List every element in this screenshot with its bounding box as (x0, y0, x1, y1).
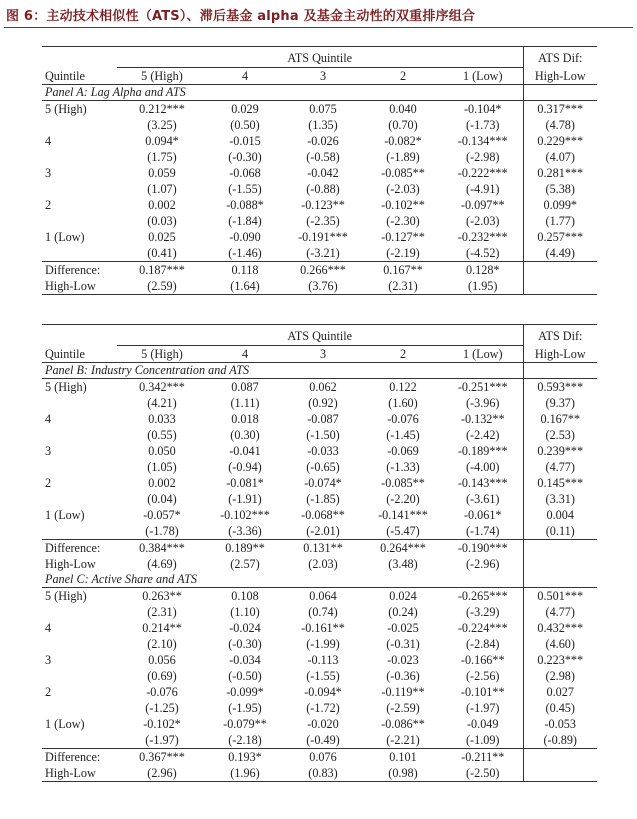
t-stat-cell: (-1.99) (306, 636, 340, 651)
difference-label: Difference: (42, 749, 117, 766)
high-low-label: High-Low (42, 278, 117, 295)
coef-cell: -0.079** (223, 716, 267, 731)
table-row (42, 684, 597, 700)
coef-cell: 0.004 (523, 507, 597, 523)
coef-cell: 0.214** (142, 620, 182, 635)
t-stat-cell: (-1.72) (306, 700, 340, 715)
t-stat-cell: (0.41) (147, 245, 177, 260)
t-stat-cell: (-2.20) (386, 491, 420, 506)
t-stat-cell: (-3.29) (465, 604, 500, 619)
difference-row (42, 556, 597, 572)
coef-cell: -0.094* (304, 684, 342, 699)
coef-cell: -0.057* (143, 507, 181, 522)
coef-cell: -0.166** (460, 652, 505, 667)
panel-title: Panel B: Industry Concentration and ATS (42, 363, 523, 379)
table-row (42, 700, 597, 716)
table-row (42, 245, 597, 262)
t-stat-cell: (-1.97) (465, 700, 500, 715)
t-stat-cell: (-1.84) (228, 213, 262, 228)
coef-cell: -0.023 (387, 652, 419, 667)
row-label: 4 (45, 133, 52, 148)
coef-cell: -0.101** (460, 684, 505, 699)
coef-cell: 0.167** (363, 262, 443, 279)
coef-cell: 0.367*** (117, 749, 207, 766)
table-row (42, 507, 597, 523)
table-row (42, 379, 597, 396)
coef-cell: -0.088* (226, 197, 264, 212)
row-label: 1 (Low) (45, 229, 85, 244)
t-stat-cell: (1.11) (230, 395, 260, 410)
t-stat-cell: (1.60) (388, 395, 418, 410)
coef-cell: 0.064 (309, 588, 337, 603)
coef-cell: -0.085** (381, 475, 425, 490)
coef-cell: -0.097** (460, 197, 505, 212)
t-stat-cell: (0.83) (283, 765, 363, 782)
coef-cell: 0.266*** (283, 262, 363, 279)
column-header: 2 (363, 68, 443, 85)
coef-cell: -0.082* (384, 133, 422, 148)
table-row (42, 427, 597, 443)
coef-cell: 0.075 (309, 101, 337, 116)
coef-cell: 0.145*** (523, 475, 597, 491)
coef-cell: 0.281*** (523, 165, 597, 181)
t-stat-cell: (0.24) (388, 604, 418, 619)
coef-cell: 0.189** (207, 540, 283, 557)
t-stat-cell: (0.70) (388, 117, 418, 132)
coef-cell: -0.041 (229, 443, 261, 458)
coef-cell: -0.042 (307, 165, 339, 180)
t-stat-cell: (-1.33) (386, 459, 420, 474)
t-stat-cell: (-0.36) (386, 668, 420, 683)
t-stat-cell: (-0.31) (386, 636, 420, 651)
t-stat-cell: (-2.35) (306, 213, 340, 228)
coef-cell: -0.102* (143, 716, 181, 731)
t-stat-cell: (-1.55) (306, 668, 340, 683)
row-label: 2 (45, 684, 52, 699)
t-stat-cell: (4.07) (523, 149, 597, 165)
coef-cell: 0.101 (363, 749, 443, 766)
coef-cell: 0.131** (283, 540, 363, 557)
coef-cell: -0.033 (307, 443, 339, 458)
coef-cell: 0.062 (309, 379, 337, 394)
table-row (42, 604, 597, 620)
coef-cell: 0.122 (389, 379, 417, 394)
t-stat-cell: (-1.50) (306, 427, 340, 442)
coef-cell: 0.056 (148, 652, 176, 667)
coef-cell: 0.229*** (523, 133, 597, 149)
coef-cell: 0.087 (231, 379, 259, 394)
coef-cell: -0.190*** (443, 540, 523, 557)
coef-cell: -0.123** (301, 197, 345, 212)
table-row (42, 213, 597, 229)
t-stat-cell: (-2.42) (465, 427, 500, 442)
coef-cell: -0.224*** (457, 620, 508, 635)
coef-cell: 0.027 (523, 684, 597, 700)
row-label: 5 (High) (45, 588, 87, 603)
t-stat-cell: (2.10) (147, 636, 177, 651)
t-stat-cell: (-2.21) (386, 732, 420, 747)
t-stat-cell: (3.76) (283, 278, 363, 295)
t-stat-cell: (0.74) (308, 604, 338, 619)
table-row (42, 411, 597, 427)
t-stat-cell: (-1.74) (465, 523, 500, 538)
row-label: 5 (High) (45, 379, 87, 394)
t-stat-cell: (0.55) (147, 427, 177, 442)
coef-cell: -0.086** (381, 716, 425, 731)
column-header: 4 (207, 68, 283, 85)
t-stat-cell: (-1.91) (228, 491, 262, 506)
t-stat-cell: (0.98) (363, 765, 443, 782)
coef-cell: 0.187*** (117, 262, 207, 279)
coef-cell: -0.232*** (457, 229, 508, 244)
ats-quintile-header: ATS Quintile (117, 327, 523, 346)
coef-cell: -0.053 (523, 716, 597, 732)
coef-cell: -0.134*** (457, 133, 508, 148)
t-stat-cell: (-0.58) (306, 149, 340, 164)
coef-cell: -0.102*** (220, 507, 270, 522)
column-header: 3 (283, 346, 363, 363)
t-stat-cell: (3.31) (523, 491, 597, 507)
table-row (42, 475, 597, 491)
coef-cell: 0.002 (148, 197, 176, 212)
t-stat-cell: (4.60) (523, 636, 597, 652)
row-label: 4 (45, 411, 52, 426)
difference-row (42, 262, 597, 279)
column-header: 5 (High) (117, 68, 207, 85)
table-row (42, 117, 597, 133)
coef-cell: -0.099* (226, 684, 264, 699)
table-row (42, 133, 597, 149)
t-stat-cell: (-0.88) (306, 181, 340, 196)
coef-cell: -0.068** (301, 507, 345, 522)
coef-cell: 0.024 (389, 588, 417, 603)
row-label: 3 (45, 443, 52, 458)
ats-quintile-header: ATS Quintile (117, 49, 523, 68)
t-stat-cell: (0.30) (230, 427, 260, 442)
t-stat-cell: (4.78) (523, 117, 597, 133)
t-stat-cell: (-4.91) (465, 181, 500, 196)
coef-cell: 0.076 (283, 749, 363, 766)
t-stat-cell: (2.31) (363, 278, 443, 295)
table-row (42, 668, 597, 684)
table-row (42, 620, 597, 636)
coef-cell: -0.026 (307, 133, 339, 148)
coef-cell: -0.020 (307, 716, 339, 731)
row-label: 2 (45, 475, 52, 490)
coef-cell: 0.094* (145, 133, 179, 148)
t-stat-cell: (-2.01) (306, 523, 340, 538)
row-label: 2 (45, 197, 52, 212)
table-row (42, 732, 597, 749)
coef-cell: 0.018 (231, 411, 259, 426)
t-stat-cell: (-0.65) (306, 459, 340, 474)
difference-label: Difference: (42, 262, 117, 279)
coef-cell: 0.342*** (139, 379, 185, 394)
t-stat-cell: (4.69) (147, 556, 177, 571)
coef-cell: 0.257*** (523, 229, 597, 245)
t-stat-cell: (-0.30) (228, 149, 262, 164)
coef-cell: -0.068 (229, 165, 261, 180)
ats-dif-header: ATS Dif: (523, 49, 597, 68)
t-stat-cell: (-2.59) (386, 700, 420, 715)
t-stat-cell: (-4.52) (465, 245, 500, 260)
t-stat-cell: (0.92) (308, 395, 338, 410)
coef-cell: 0.239*** (523, 443, 597, 459)
t-stat-cell: (-2.50) (443, 765, 523, 782)
coef-cell: -0.034 (229, 652, 261, 667)
high-low-label: High-Low (45, 556, 96, 571)
coef-cell: 0.002 (148, 475, 176, 490)
coef-cell: 0.593*** (523, 379, 597, 396)
t-stat-cell: (-3.21) (306, 245, 340, 260)
coef-cell: -0.143*** (457, 475, 508, 490)
t-stat-cell: (1.05) (147, 459, 177, 474)
coef-cell: -0.090 (229, 229, 261, 244)
coef-cell: -0.085** (381, 165, 425, 180)
coef-cell: -0.251*** (457, 379, 508, 394)
t-stat-cell: (-2.98) (465, 149, 500, 164)
coef-cell: 0.025 (148, 229, 176, 244)
row-label: 1 (Low) (45, 507, 85, 522)
t-stat-cell: (-3.36) (228, 523, 262, 538)
t-stat-cell: (-1.78) (145, 523, 179, 538)
t-stat-cell: (-1.25) (145, 700, 179, 715)
t-stat-cell: (5.38) (523, 181, 597, 197)
t-stat-cell: (1.10) (230, 604, 260, 619)
row-label: 4 (45, 620, 52, 635)
t-stat-cell: (-2.18) (228, 732, 262, 747)
coef-cell: -0.189*** (457, 443, 508, 458)
coef-cell: -0.024 (229, 620, 261, 635)
t-stat-cell: (-1.55) (228, 181, 262, 196)
figure-title: 图 6：主动技术相似性（ATS）、滞后基金 alpha 及基金主动性的双重排序组合 (6, 9, 476, 24)
t-stat-cell: (-0.89) (523, 732, 597, 749)
t-stat-cell: (-1.73) (465, 117, 500, 132)
table-row (42, 197, 597, 213)
coef-cell: 0.128* (443, 262, 523, 279)
ats-dif-header: ATS Dif: (523, 327, 597, 346)
coef-cell: -0.222*** (457, 165, 508, 180)
panel-title: Panel A: Lag Alpha and ATS (42, 85, 523, 101)
coef-cell: 0.384*** (117, 540, 207, 557)
t-stat-cell: (2.57) (230, 556, 260, 571)
coef-cell: 0.223*** (523, 652, 597, 668)
table-row (42, 523, 597, 540)
t-stat-cell: (-1.89) (386, 149, 420, 164)
t-stat-cell: (4.77) (523, 604, 597, 620)
coef-cell: -0.119** (381, 684, 425, 699)
t-stat-cell: (-2.96) (465, 556, 500, 571)
t-stat-cell: (-1.45) (386, 427, 420, 442)
coef-cell: -0.141*** (378, 507, 428, 522)
t-stat-cell: (4.49) (523, 245, 597, 262)
row-label: 5 (High) (45, 101, 87, 116)
t-stat-cell: (1.75) (147, 149, 177, 164)
t-stat-cell: (1.07) (147, 181, 177, 196)
t-stat-cell: (2.53) (523, 427, 597, 443)
table-row (42, 101, 597, 118)
coef-cell: -0.076 (146, 684, 178, 699)
table-row (42, 716, 597, 732)
high-low-header: High-Low (523, 346, 597, 363)
column-header: 1 (Low) (443, 346, 523, 363)
t-stat-cell: (2.96) (117, 765, 207, 782)
table-panel-a (42, 46, 597, 295)
t-stat-cell: (0.45) (523, 700, 597, 716)
coef-cell: -0.265*** (457, 588, 508, 603)
table-row (42, 181, 597, 197)
difference-row (42, 540, 597, 557)
difference-row (42, 278, 597, 295)
coef-cell: 0.264*** (363, 540, 443, 557)
column-header: 1 (Low) (443, 68, 523, 85)
coef-cell: -0.161** (301, 620, 345, 635)
table-row (42, 229, 597, 245)
t-stat-cell: (-1.09) (465, 732, 500, 747)
high-low-label: High-Low (42, 765, 117, 782)
t-stat-cell: (-0.94) (228, 459, 262, 474)
row-label: 3 (45, 652, 52, 667)
coef-cell: -0.113 (307, 652, 339, 667)
coef-cell: 0.033 (148, 411, 176, 426)
coef-cell: -0.015 (229, 133, 261, 148)
t-stat-cell: (-1.97) (145, 732, 179, 747)
t-stat-cell: (-2.03) (465, 213, 500, 228)
column-header: 5 (High) (117, 346, 207, 363)
t-stat-cell: (-4.00) (465, 459, 500, 474)
t-stat-cell: (0.50) (230, 117, 260, 132)
coef-cell: -0.104* (463, 101, 502, 116)
t-stat-cell: (-3.61) (465, 491, 500, 506)
coef-cell: -0.074* (304, 475, 342, 490)
quintile-header: Quintile (42, 68, 117, 85)
t-stat-cell: (-1.85) (306, 491, 340, 506)
t-stat-cell: (0.69) (147, 668, 177, 683)
coef-cell: 0.212*** (139, 101, 185, 116)
t-stat-cell: (-2.56) (465, 668, 500, 683)
t-stat-cell: (1.35) (308, 117, 338, 132)
t-stat-cell: (1.64) (207, 278, 283, 295)
coef-cell: -0.087 (307, 411, 339, 426)
t-stat-cell: (4.77) (523, 459, 597, 475)
coef-cell: -0.076 (387, 411, 419, 426)
table-row (42, 459, 597, 475)
t-stat-cell: (-2.19) (386, 245, 420, 260)
t-stat-cell: (0.04) (147, 491, 177, 506)
table-row (42, 165, 597, 181)
table-row (42, 149, 597, 165)
coef-cell: 0.263** (142, 588, 182, 603)
coef-cell: 0.040 (389, 101, 417, 116)
t-stat-cell: (-2.03) (386, 181, 420, 196)
coef-cell: 0.501*** (523, 588, 597, 605)
column-header: 4 (207, 346, 283, 363)
t-stat-cell: (2.03) (308, 556, 338, 571)
row-label: 1 (Low) (45, 716, 85, 731)
column-header: 2 (363, 346, 443, 363)
table-row (42, 652, 597, 668)
column-header: 3 (283, 68, 363, 85)
t-stat-cell: (3.48) (388, 556, 418, 571)
t-stat-cell: (-2.30) (386, 213, 420, 228)
t-stat-cell: (-2.84) (465, 636, 500, 651)
high-low-header: High-Low (523, 68, 597, 85)
table-row (42, 443, 597, 459)
coef-cell: 0.059 (148, 165, 176, 180)
t-stat-cell: (0.11) (523, 523, 597, 540)
coef-cell: 0.108 (231, 588, 259, 603)
coef-cell: -0.061* (463, 507, 502, 522)
t-stat-cell: (1.77) (523, 213, 597, 229)
difference-row (42, 765, 597, 782)
coef-cell: -0.102** (381, 197, 425, 212)
t-stat-cell: (3.25) (147, 117, 177, 132)
t-stat-cell: (1.96) (207, 765, 283, 782)
coef-cell: -0.132** (460, 411, 505, 426)
t-stat-cell: (4.21) (147, 395, 177, 410)
coef-cell: -0.191*** (298, 229, 348, 244)
t-stat-cell: (-0.49) (306, 732, 340, 747)
coef-cell: -0.025 (387, 620, 419, 635)
t-stat-cell: (2.59) (117, 278, 207, 295)
t-stat-cell: (-3.96) (465, 395, 500, 410)
table-row (42, 588, 597, 605)
t-stat-cell: (1.95) (443, 278, 523, 295)
title-rule (4, 27, 633, 28)
t-stat-cell: (-5.47) (386, 523, 420, 538)
coef-cell: -0.081* (226, 475, 264, 490)
coef-cell: 0.099* (523, 197, 597, 213)
coef-cell: 0.050 (148, 443, 176, 458)
t-stat-cell: (2.98) (523, 668, 597, 684)
t-stat-cell: (0.03) (147, 213, 177, 228)
difference-row (42, 749, 597, 766)
t-stat-cell: (2.31) (147, 604, 177, 619)
table-panels-bc (42, 324, 597, 782)
coef-cell: -0.049 (467, 716, 499, 731)
quintile-header: Quintile (42, 346, 117, 363)
row-label: 3 (45, 165, 52, 180)
coef-cell: 0.317*** (523, 101, 597, 118)
coef-cell: 0.432*** (523, 620, 597, 636)
coef-cell: 0.029 (231, 101, 259, 116)
coef-cell: 0.118 (207, 262, 283, 279)
coef-cell: 0.193* (207, 749, 283, 766)
t-stat-cell: (-0.50) (228, 668, 262, 683)
table-row (42, 395, 597, 411)
t-stat-cell: (-1.95) (228, 700, 262, 715)
coef-cell: -0.069 (387, 443, 419, 458)
table-row (42, 491, 597, 507)
coef-cell: 0.167** (523, 411, 597, 427)
coef-cell: -0.211** (443, 749, 523, 766)
t-stat-cell: (9.37) (523, 395, 597, 411)
panel-title: Panel C: Active Share and ATS (42, 572, 523, 588)
coef-cell: -0.127** (381, 229, 425, 244)
t-stat-cell: (-0.30) (228, 636, 262, 651)
difference-label: Difference: (42, 540, 117, 557)
t-stat-cell: (-1.46) (228, 245, 262, 260)
table-row (42, 636, 597, 652)
